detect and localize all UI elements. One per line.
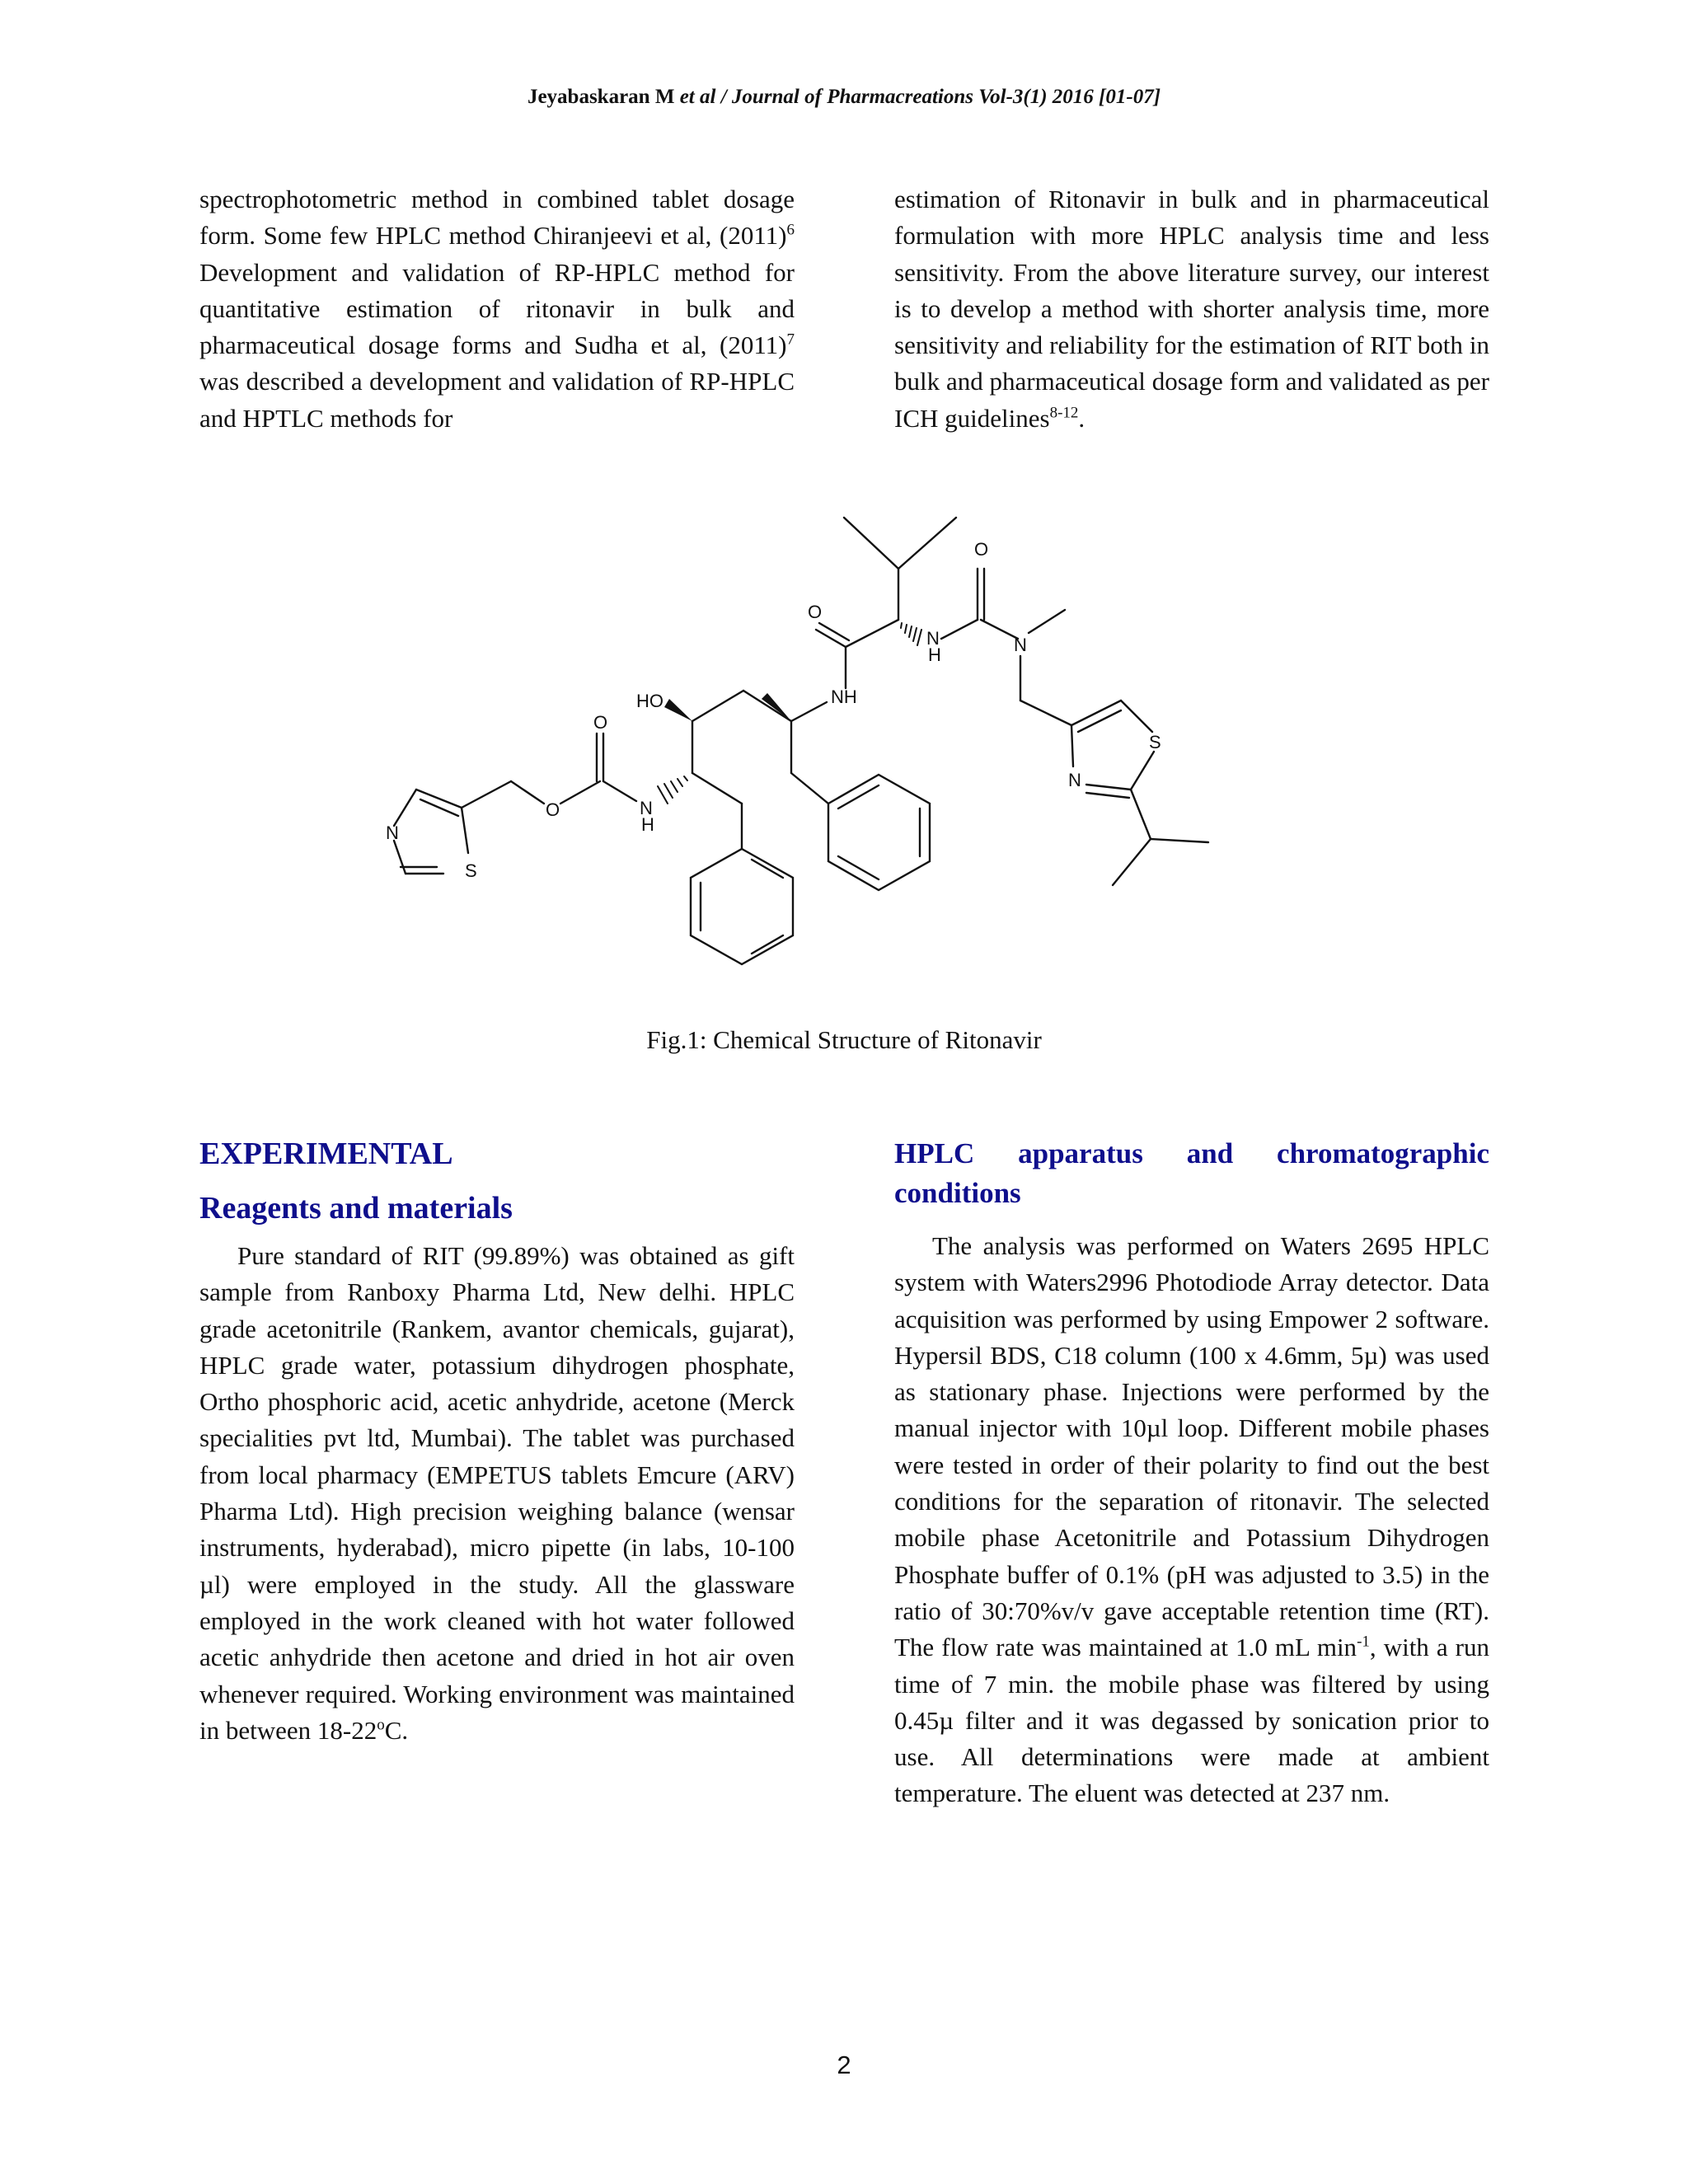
heading-line: HPLC apparatus and chromatographic xyxy=(894,1137,1489,1169)
text-run: C. xyxy=(384,1715,409,1745)
heading-line: conditions xyxy=(894,1177,1021,1209)
section-heading-experimental: EXPERIMENTAL xyxy=(199,1137,453,1171)
reagents-paragraph xyxy=(199,1238,795,1749)
atom-label: S xyxy=(1149,732,1161,752)
atom-label: H xyxy=(928,644,941,665)
text-run: spectrophotometric method in combined tablet dosage form. Some few HPLC method Chiranjeevi et al, (2011) xyxy=(199,185,795,251)
header-journal: / Journal of Pharmacreations Vol-3(1) 2016 [01-07] xyxy=(715,86,1161,108)
citation-superscript: 8-12 xyxy=(1049,404,1079,422)
atom-label: S xyxy=(465,860,477,881)
atom-label: O xyxy=(974,539,989,560)
text-run: was described a development and validation of RP-HPLC and HPTLC methods for xyxy=(199,367,795,433)
atom-label: HO xyxy=(636,691,663,711)
intro-left-column xyxy=(199,181,795,437)
text-run: Development and validation of RP-HPLC method for quantitative estimation of ritonavir in bulk and pharmaceutical dosage forms and Sudha et al, (2011) xyxy=(199,257,795,360)
intro-left-paragraph xyxy=(199,181,795,437)
header-author: Jeyabaskaran M xyxy=(527,86,680,108)
page-number: 2 xyxy=(837,2050,851,2079)
text-run: Pure standard of RIT (99.89%) was obtained as gift sample from Ranboxy Pharma Ltd, New delhi. HPLC grade acetonitrile (Rankem, avantor chemicals, gujarat), HPLC grade water, potassium dihydrogen phosphate, Ortho phosphoric acid, acetic anhydride, acetone (Merck specialities pvt ltd, Mumbai). The tablet was purchased from local pharmacy (EMPETUS tablets Emcure (ARV) Pharma Ltd). High precision weighing balance (wensar instruments, hyderabad), micro pipette (in labs, 10-100 µl) were employed in the study. All the glassware employed in the work cleaned with hot water followed acetic anhydride then acetone and dried in hot air oven whenever required. Working environment was maintained in between 18-22 xyxy=(199,1241,795,1745)
text-run: . xyxy=(1078,403,1085,433)
text-run: The analysis was performed on Waters 2695 HPLC system with Waters2996 Photodiode Array detector. Data acquisition was performed by using Empower 2 software. Hypersil BDS, C18 column (100 x 4.6mm, 5µ) was used as stationary phase. Injections were performed by the manual injector with 10µl loop. Different mobile phases were tested in order of their polarity to find out the best conditions for the separation of ritonavir. The selected mobile phase Acetonitrile and Potassium Dihydrogen Phosphate buffer of 0.1% (pH was adjusted to 3.5) in the ratio of 30:70%v/v gave acceptable retention time (RT). The flow rate was maintained at 1.0 mL min xyxy=(894,1231,1489,1662)
atom-label: N xyxy=(926,628,940,649)
atom-label: N xyxy=(1014,635,1027,655)
unit-superscript: -1 xyxy=(1357,1633,1370,1651)
atom-label: O xyxy=(546,799,560,820)
text-run: estimation of Ritonavir in bulk and in pharmaceutical formulation with more HPLC analysis time and less sensitivity. From the above literature survey, our interest is to develop a method with shorter analysis time, more sensitivity and reliability for the estimation of RIT both in bulk and pharmaceutical dosage form and validated as per ICH guidelines xyxy=(894,185,1489,433)
atom-label: O xyxy=(808,602,823,622)
hplc-paragraph xyxy=(894,1228,1489,1812)
subsection-heading-reagents: Reagents and materials xyxy=(199,1191,513,1226)
running-header xyxy=(0,86,1688,109)
atom-label: O xyxy=(593,712,608,733)
subsection-heading-hplc xyxy=(894,1134,1489,1213)
hplc-column xyxy=(894,1228,1489,1812)
bold-wedge xyxy=(664,699,692,721)
intro-right-paragraph xyxy=(894,181,1489,437)
intro-right-column xyxy=(894,181,1489,437)
atom-label: NH xyxy=(831,687,857,707)
atom-label: H xyxy=(641,814,654,835)
degree-superscript: o xyxy=(377,1716,385,1734)
ritonavir-structure-figure xyxy=(354,486,1343,1030)
reagents-column xyxy=(199,1238,795,1749)
figure-caption: Fig.1: Chemical Structure of Ritonavir xyxy=(646,1025,1042,1054)
text-run: , with a run time of 7 min. the mobile phase was filtered by using 0.45µ filter and it was degassed by sonication prior to use. All determinations were made at ambient temperature. The eluent was detected at 237 nm. xyxy=(894,1633,1489,1808)
citation-superscript: 7 xyxy=(786,330,795,349)
bold-wedge xyxy=(762,693,791,721)
atom-label: N xyxy=(1068,770,1081,790)
atom-label: N xyxy=(640,798,653,818)
header-etal: et al xyxy=(679,86,716,108)
citation-superscript: 6 xyxy=(786,221,795,239)
atom-label: N xyxy=(386,823,399,843)
